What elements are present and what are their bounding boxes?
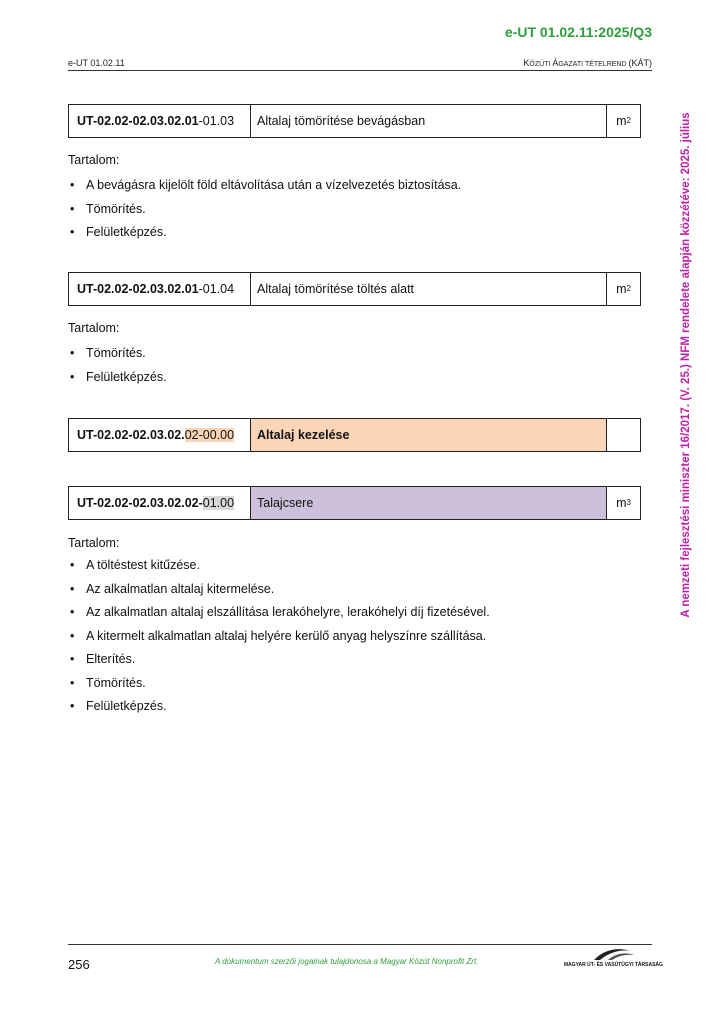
item-code: UT-02.02-02.03.02. 02 -00.00 (69, 419, 251, 451)
list-item: • Tömörítés. (68, 672, 490, 696)
item-title: Talajcsere (251, 487, 607, 519)
list-item: • A bevágásra kijelölt föld eltávolítása után a vízelvezetés biztosítása. (68, 174, 461, 198)
side-note: A nemzeti fejlesztési miniszter 16/2017. (V. 25.) NFM rendelete alapján közzétéve: 2025. július (680, 112, 692, 618)
content-list-2 (68, 342, 167, 389)
item-code: UT-02.02-02.03.02.02- 01.00 (69, 487, 251, 519)
item-unit: m $^2$ (616, 114, 631, 128)
content-label: Tartalom: (68, 153, 120, 167)
item-unit: m $^2$ (616, 282, 631, 296)
item-unit (607, 419, 640, 451)
item-title: Altalaj tömörítése töltés alatt (251, 273, 607, 305)
item-code: UT-02.02-02.03.02.01 -01.03 (69, 105, 251, 137)
content-list-3 (68, 554, 490, 719)
list-item: • Tömörítés. (68, 342, 167, 366)
copyright-note: A dokumentum szerzői jogainak tulajdonosa a Magyar Közút Nonprofit Zrt. (215, 957, 479, 966)
list-item: • Az alkalmatlan altalaj kitermelése. (68, 578, 490, 602)
content-list-1 (68, 174, 461, 245)
item-row-3 (68, 418, 641, 452)
item-title: Altalaj kezelése (251, 419, 607, 451)
list-item: • Felületképzés. (68, 221, 461, 245)
logo-swoosh-icon (564, 945, 654, 963)
item-row-1 (68, 104, 641, 138)
list-item: • A töltéstest kitűzése. (68, 554, 490, 578)
item-row-4 (68, 486, 641, 520)
list-item: • Felületképzés. (68, 366, 167, 390)
item-code: UT-02.02-02.03.02.01 -01.04 (69, 273, 251, 305)
item-row-2 (68, 272, 641, 306)
list-item: • Felületképzés. (68, 695, 490, 719)
header-left: e-UT 01.02.11 (68, 58, 125, 68)
document-code: e-UT 01.02.11:2025/Q3 (504, 24, 652, 40)
content-label: Tartalom: (68, 321, 120, 335)
list-item: • A kitermelt alkalmatlan altalaj helyére kerülő anyag helyszínre szállítása. (68, 625, 490, 649)
item-unit: m $^3$ (616, 496, 631, 510)
list-item: • Elterítés. (68, 648, 490, 672)
header-rule (68, 70, 652, 71)
page-number: 256 (68, 957, 90, 972)
item-title: Altalaj tömörítése bevágásban (251, 105, 607, 137)
header-right: KÖZÚTI ÁGAZATI TÉTELREND (KÁT) (523, 58, 652, 68)
list-item: • Az alkalmatlan altalaj elszállítása lerakóhelyre, lerakóhelyi díj fizetésével. (68, 601, 490, 625)
content-label: Tartalom: (68, 536, 120, 550)
list-item: • Tömörítés. (68, 198, 461, 222)
company-logo: MAGYAR ÚT- ÉS VASÚTÜGYI TÁRSASÁG (564, 945, 654, 975)
